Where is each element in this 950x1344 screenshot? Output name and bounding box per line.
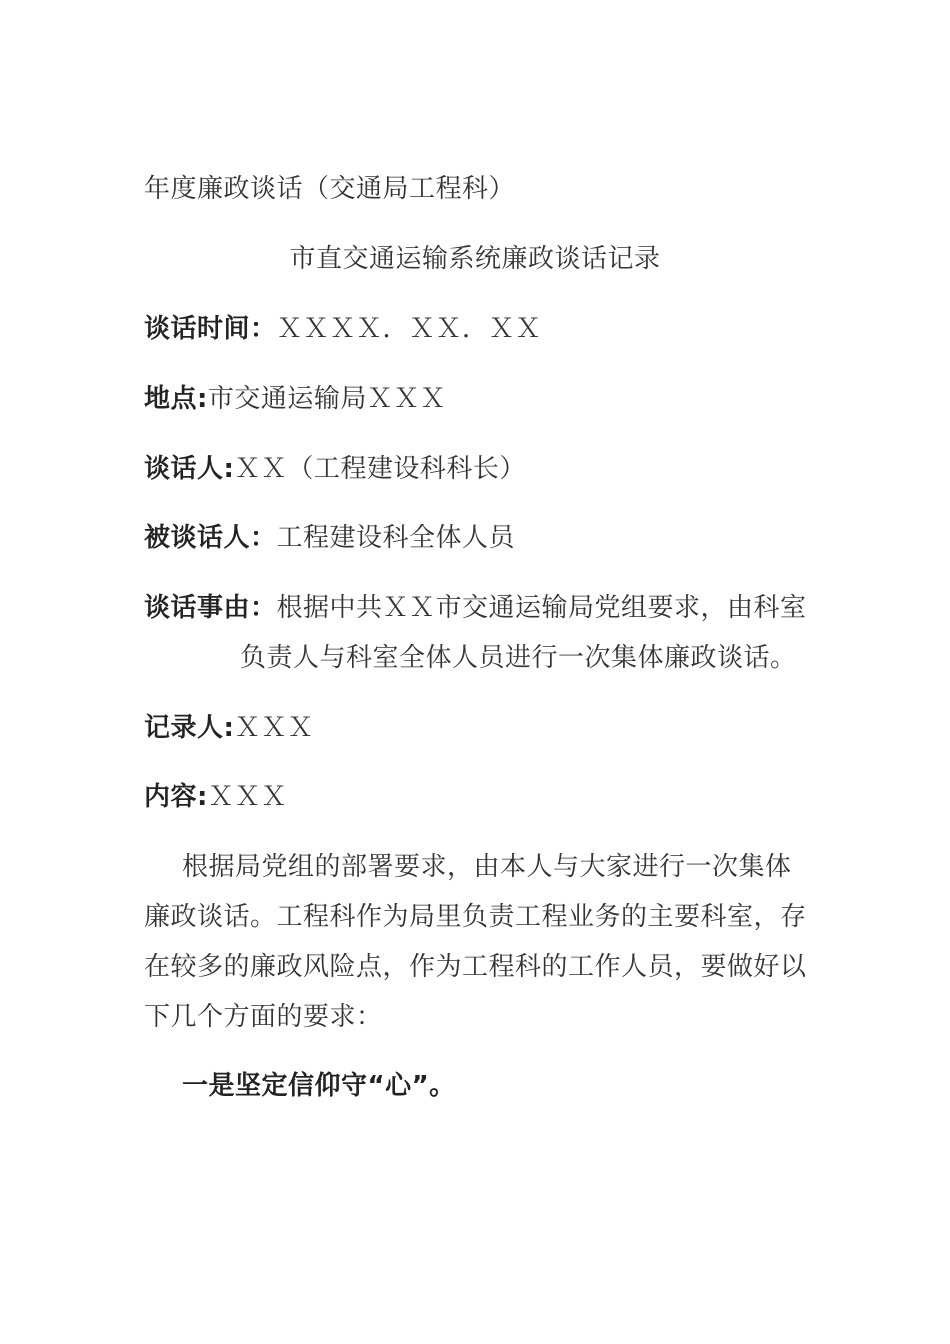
- field-speaker-label: 谈话人:: [144, 454, 235, 484]
- field-listener: [144, 521, 515, 555]
- field-content: [144, 780, 287, 814]
- body-paragraph: 根据局党组的部署要求，由本人与大家进行一次集体廉政谈话。工程科作为局里负责工程业务的主要科室，存在较多的廉政风险点，作为工程科的工作人员，要做好以下几个方面的要求：: [144, 852, 807, 1032]
- field-reason-line2: 负责人与科室全体人员进行一次集体廉政谈话。: [240, 643, 797, 673]
- field-recorder: [144, 711, 314, 745]
- field-reason-label: 谈话事由：: [144, 593, 277, 623]
- field-listener-value: 工程建设科全体人员: [276, 523, 516, 553]
- field-speaker-value: ＸＸ（工程建设科科长）: [234, 454, 526, 484]
- field-content-value: ＸＸＸ: [207, 782, 288, 812]
- document-title: 年度廉政谈话（交通局工程科）: [144, 174, 516, 204]
- field-recorder-label: 记录人:: [144, 713, 235, 743]
- field-place-value: 市交通运输局ＸＸＸ: [207, 384, 447, 414]
- field-time: [144, 312, 542, 346]
- field-place: [144, 382, 446, 416]
- record-title: 市直交通运输系统廉政谈话记录: [289, 244, 661, 274]
- field-reason-line1: 根据中共ＸＸ市交通运输局党组要求，由科室: [276, 593, 807, 623]
- field-place-label: 地点:: [144, 384, 208, 414]
- field-time-label: 谈话时间：: [144, 314, 277, 344]
- field-speaker: [144, 452, 526, 486]
- field-content-label: 内容:: [144, 782, 208, 812]
- field-reason: [144, 591, 807, 625]
- section-heading: 一是坚定信仰守“心”。: [182, 1071, 456, 1101]
- field-time-value: ＸＸＸＸ．ＸＸ．ＸＸ: [276, 314, 542, 344]
- field-recorder-value: ＸＸＸ: [234, 713, 314, 743]
- field-listener-label: 被谈话人：: [144, 523, 277, 553]
